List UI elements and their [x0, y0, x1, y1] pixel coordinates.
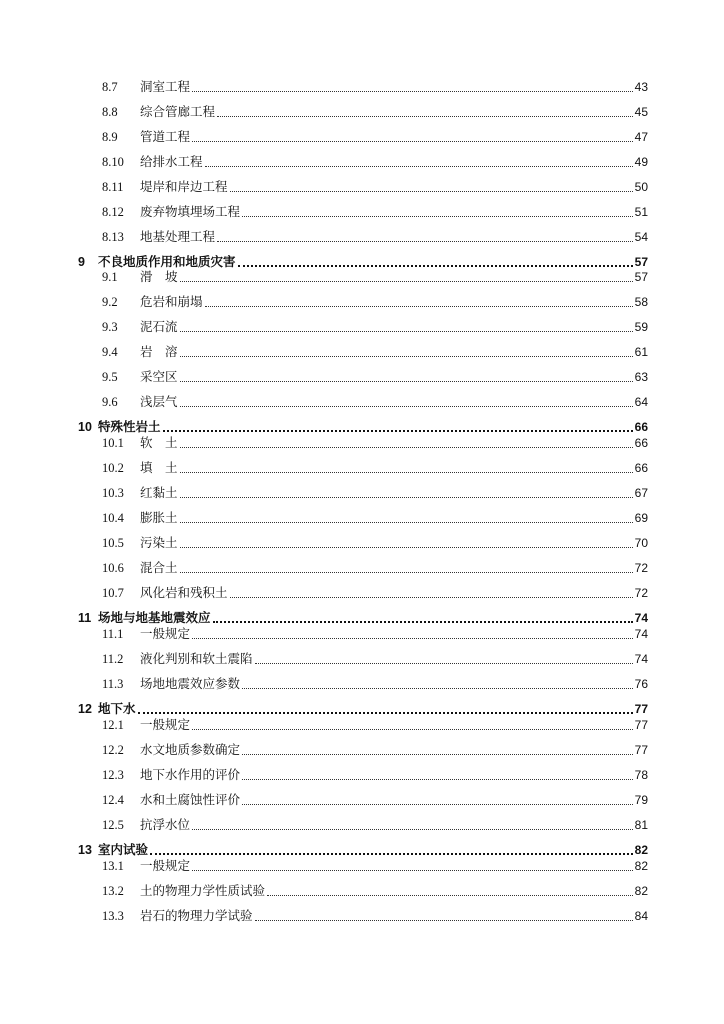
toc-entry-title: 采空区: [140, 370, 178, 384]
toc-entry-page-number: 82: [634, 843, 648, 857]
toc-entry-page-number: 64: [634, 395, 648, 409]
dot-leader: [180, 496, 633, 498]
toc-entry-title: 地基处理工程: [140, 230, 216, 244]
toc-section-entry[interactable]: [78, 650, 648, 668]
dot-leader: [267, 894, 633, 896]
toc-entry-title: 混合土: [140, 561, 178, 575]
toc-section-entry[interactable]: [78, 393, 648, 411]
toc-entry-number: 13: [78, 843, 92, 857]
toc-section-entry[interactable]: [78, 128, 648, 146]
toc-entry-title: 地下水: [98, 702, 136, 716]
toc-section-entry[interactable]: [78, 78, 648, 96]
dot-leader: [205, 165, 633, 167]
toc-entry-page-number: 74: [634, 611, 648, 625]
toc-entry-title: 滑 坡: [140, 270, 178, 284]
toc-section-entry[interactable]: [78, 293, 648, 311]
toc-section-entry[interactable]: [78, 534, 648, 552]
toc-entry-title: 不良地质作用和地质灾害: [98, 255, 236, 269]
toc-entry-title: 特殊性岩土: [98, 420, 161, 434]
toc-entry-page-number: 47: [634, 130, 648, 144]
toc-entry-title: 水文地质参数确定: [140, 743, 241, 757]
toc-entry-title: 土的物理力学性质试验: [140, 884, 266, 898]
dot-leader: [242, 778, 633, 780]
toc-section-entry[interactable]: [78, 791, 648, 809]
toc-entry-page-number: 78: [634, 768, 648, 782]
toc-entry-number: 9.1: [102, 270, 118, 284]
toc-entry-page-number: 57: [634, 270, 648, 284]
toc-entry-page-number: 57: [634, 255, 648, 269]
toc-entry-page-number: 76: [634, 677, 648, 691]
dot-leader: [180, 380, 633, 382]
toc-entry-title: 抗浮水位: [140, 818, 191, 832]
toc-entry-page-number: 63: [634, 370, 648, 384]
dot-leader: [180, 330, 633, 332]
dot-leader: [180, 280, 633, 282]
toc-entry-title: 危岩和崩塌: [140, 295, 203, 309]
toc-section-entry[interactable]: [78, 153, 648, 171]
toc-entry-title: 一般规定: [140, 859, 191, 873]
toc-entry-title: 废弃物填埋场工程: [140, 205, 241, 219]
toc-entry-page-number: 74: [634, 627, 648, 641]
toc-entry-number: 12.3: [102, 768, 124, 782]
toc-section-entry[interactable]: [78, 343, 648, 361]
toc-section-entry[interactable]: [78, 857, 648, 875]
toc-entry-number: 10.4: [102, 511, 124, 525]
dot-leader: [192, 140, 633, 142]
dot-leader: [217, 115, 633, 117]
toc-entry-page-number: 51: [634, 205, 648, 219]
toc-entry-title: 泥石流: [140, 320, 178, 334]
toc-entry-page-number: 43: [634, 80, 648, 94]
toc-section-entry[interactable]: [78, 675, 648, 693]
dot-leader: [255, 662, 633, 664]
dot-leader: [192, 828, 633, 830]
toc-entry-page-number: 84: [634, 909, 648, 923]
toc-entry-title: 浅层气: [140, 395, 178, 409]
toc-entry-page-number: 72: [634, 561, 648, 575]
toc-entry-number: 9.3: [102, 320, 118, 334]
toc-entry-title: 软 土: [140, 436, 178, 450]
dot-leader: [213, 620, 633, 623]
toc-entry-title: 风化岩和残积土: [140, 586, 228, 600]
dot-leader: [180, 571, 633, 573]
toc-entry-title: 综合管廊工程: [140, 105, 216, 119]
toc-entry-page-number: 49: [634, 155, 648, 169]
toc-section-entry[interactable]: [78, 625, 648, 643]
toc-entry-number: 8.12: [102, 205, 124, 219]
toc-entry-page-number: 54: [634, 230, 648, 244]
toc-entry-number: 10: [78, 420, 92, 434]
dot-leader: [180, 546, 633, 548]
toc-entry-number: 8.8: [102, 105, 118, 119]
toc-entry-number: 10.7: [102, 586, 124, 600]
toc-entry-page-number: 66: [634, 420, 648, 434]
toc-section-entry[interactable]: [78, 907, 648, 925]
toc-entry-title: 岩 溶: [140, 345, 178, 359]
dot-leader: [242, 803, 633, 805]
toc-entry-number: 12.1: [102, 718, 124, 732]
toc-entry-page-number: 77: [634, 702, 648, 716]
toc-entry-page-number: 77: [634, 743, 648, 757]
toc-entry-title: 地下水作用的评价: [140, 768, 241, 782]
toc-entry-number: 12.2: [102, 743, 124, 757]
toc-entry-number: 11: [78, 611, 92, 625]
toc-entry-title: 一般规定: [140, 627, 191, 641]
toc-entry-number: 9.4: [102, 345, 118, 359]
dot-leader: [163, 429, 633, 432]
toc-entry-page-number: 69: [634, 511, 648, 525]
toc-entry-title: 岩石的物理力学试验: [140, 909, 253, 923]
toc-section-entry[interactable]: [78, 368, 648, 386]
dot-leader: [180, 471, 633, 473]
toc-entry-number: 10.6: [102, 561, 124, 575]
toc-section-entry[interactable]: [78, 228, 648, 246]
toc-section-entry[interactable]: [78, 459, 648, 477]
toc-entry-page-number: 79: [634, 793, 648, 807]
toc-entry-page-number: 74: [634, 652, 648, 666]
toc-section-entry[interactable]: [78, 741, 648, 759]
toc-entry-title: 室内试验: [98, 843, 149, 857]
toc-entry-page-number: 70: [634, 536, 648, 550]
toc-entry-number: 11.3: [102, 677, 124, 691]
toc-section-entry[interactable]: [78, 882, 648, 900]
toc-entry-number: 12.5: [102, 818, 124, 832]
toc-entry-title: 膨胀土: [140, 511, 178, 525]
dot-leader: [180, 405, 633, 407]
toc-entry-title: 水和土腐蚀性评价: [140, 793, 241, 807]
toc-entry-number: 11.2: [102, 652, 124, 666]
dot-leader: [192, 869, 633, 871]
toc-entry-number: 8.9: [102, 130, 118, 144]
toc-entry-number: 12: [78, 702, 92, 716]
dot-leader: [180, 355, 633, 357]
toc-section-entry[interactable]: [78, 716, 648, 734]
toc-entry-page-number: 77: [634, 718, 648, 732]
toc-section-entry[interactable]: [78, 178, 648, 196]
dot-leader: [242, 753, 633, 755]
toc-entry-title: 红黏土: [140, 486, 178, 500]
toc-section-entry[interactable]: [78, 584, 648, 602]
dot-leader: [238, 264, 633, 267]
toc-entry-number: 8.7: [102, 80, 118, 94]
toc-entry-page-number: 58: [634, 295, 648, 309]
dot-leader: [150, 852, 633, 855]
dot-leader: [192, 728, 633, 730]
dot-leader: [217, 240, 633, 242]
dot-leader: [205, 305, 633, 307]
toc-entry-number: 9.2: [102, 295, 118, 309]
toc-entry-number: 9.5: [102, 370, 118, 384]
toc-section-entry[interactable]: [78, 268, 648, 286]
toc-section-entry[interactable]: [78, 766, 648, 784]
toc-entry-number: 9.6: [102, 395, 118, 409]
toc-section-entry[interactable]: [78, 509, 648, 527]
toc-entry-number: 10.1: [102, 436, 124, 450]
dot-leader: [180, 521, 633, 523]
toc-entry-title: 堤岸和岸边工程: [140, 180, 228, 194]
toc-entry-title: 液化判别和软土震陷: [140, 652, 253, 666]
toc-entry-page-number: 66: [634, 461, 648, 475]
toc-section-entry[interactable]: [78, 434, 648, 452]
toc-entry-page-number: 81: [634, 818, 648, 832]
dot-leader: [138, 711, 633, 714]
toc-entry-number: 13.1: [102, 859, 124, 873]
dot-leader: [242, 687, 633, 689]
toc-entry-page-number: 50: [634, 180, 648, 194]
toc-entry-number: 10.5: [102, 536, 124, 550]
dot-leader: [230, 190, 633, 192]
dot-leader: [230, 596, 633, 598]
dot-leader: [242, 215, 633, 217]
toc-entry-number: 8.13: [102, 230, 124, 244]
dot-leader: [255, 919, 633, 921]
toc-entry-page-number: 61: [634, 345, 648, 359]
toc-entry-number: 12.4: [102, 793, 124, 807]
toc-entry-title: 污染土: [140, 536, 178, 550]
toc-entry-title: 管道工程: [140, 130, 191, 144]
toc-entry-number: 8.11: [102, 180, 124, 194]
toc-entry-title: 填 土: [140, 461, 178, 475]
dot-leader: [192, 637, 633, 639]
toc-entry-title: 洞室工程: [140, 80, 191, 94]
toc-entry-title: 给排水工程: [140, 155, 203, 169]
toc-section-entry[interactable]: [78, 559, 648, 577]
toc-entry-title: 场地地震效应参数: [140, 677, 241, 691]
toc-entry-number: 8.10: [102, 155, 124, 169]
toc-section-entry[interactable]: [78, 103, 648, 121]
toc-entry-number: 10.3: [102, 486, 124, 500]
toc-entry-page-number: 82: [634, 859, 648, 873]
toc-entry-page-number: 66: [634, 436, 648, 450]
toc-entry-page-number: 67: [634, 486, 648, 500]
toc-entry-page-number: 72: [634, 586, 648, 600]
toc-entry-number: 10.2: [102, 461, 124, 475]
toc-entry-number: 13.3: [102, 909, 124, 923]
toc-entry-number: 13.2: [102, 884, 124, 898]
toc-entry-title: 场地与地基地震效应: [98, 611, 211, 625]
dot-leader: [192, 90, 633, 92]
toc-section-entry[interactable]: [78, 318, 648, 336]
toc-section-entry[interactable]: [78, 484, 648, 502]
toc-entry-page-number: 82: [634, 884, 648, 898]
dot-leader: [180, 446, 633, 448]
toc-section-entry[interactable]: [78, 816, 648, 834]
toc-entry-page-number: 59: [634, 320, 648, 334]
toc-section-entry[interactable]: [78, 203, 648, 221]
toc-entry-number: 11.1: [102, 627, 124, 641]
toc-entry-page-number: 45: [634, 105, 648, 119]
toc-entry-title: 一般规定: [140, 718, 191, 732]
toc-entry-number: 9: [78, 255, 85, 269]
